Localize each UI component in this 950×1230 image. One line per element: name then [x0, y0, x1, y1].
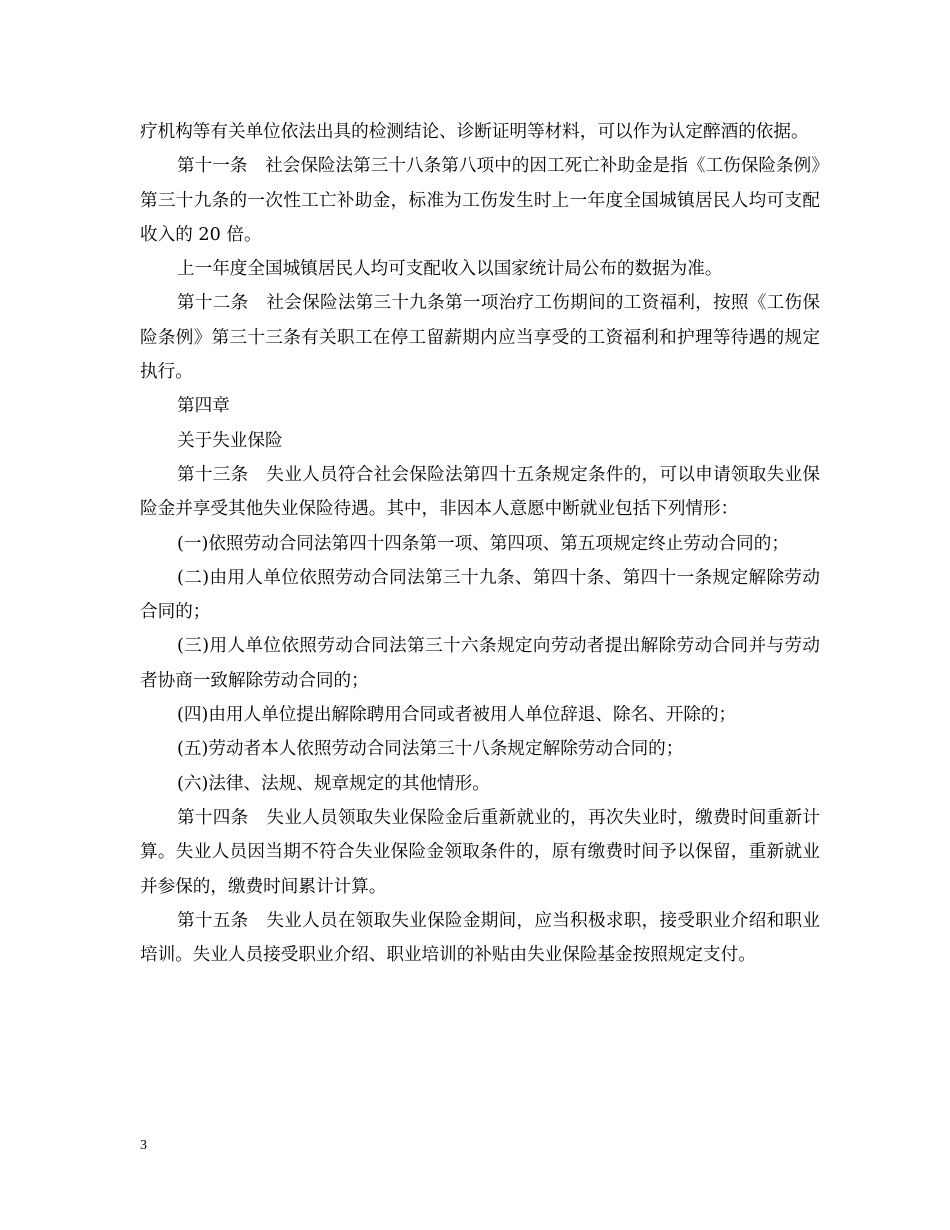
list-item: (一)依照劳动合同法第四十四条第一项、第四项、第五项规定终止劳动合同的； [177, 533, 789, 554]
chapter-heading: 第四章 [177, 396, 230, 417]
page-number: 3 [140, 1138, 147, 1153]
paragraph-article-12: 第十二条 社会保险法第三十九条第一项治疗工伤期间的工资福利，按照《工伤保险条例》第三十三条有关职工在停工留薪期内应当享受的工资福利和护理等待遇的规定执行。 [140, 293, 820, 383]
list-item: (三)用人单位依照劳动合同法第三十六条规定向劳动者提出解除劳动合同并与劳动者协商一致解除劳动合同的； [140, 636, 820, 691]
list-item: (二)由用人单位依照劳动合同法第三十九条、第四十条、第四十一条规定解除劳动合同的； [140, 567, 820, 623]
chapter-title: 关于失业保险 [177, 430, 283, 451]
paragraph-article-15: 第十五条 失业人员在领取失业保险金期间，应当积极求职，接受职业介绍和职业培训。失业人员接受职业介绍、职业培训的补贴由失业保险基金按照规定支付。 [140, 910, 820, 966]
list-item: (六)法律、法规、规章规定的其他情形。 [177, 773, 490, 794]
list-item: (五)劳动者本人依照劳动合同法第三十八条规定解除劳动合同的； [177, 739, 684, 760]
list-item: (四)由用人单位提出解除聘用合同或者被用人单位辞退、除名、开除的； [177, 705, 737, 726]
paragraph-income-note: 上一年度全国城镇居民人均可支配收入以国家统计局公布的数据为准。 [177, 259, 723, 280]
paragraph-article-14: 第十四条 失业人员领取失业保险金后重新就业的，再次失业时，缴费时间重新计算。失业人员因当期不符合失业保险金领取条件的，原有缴费时间予以保留，重新就业并参保的，缴费时间累计计算。 [140, 807, 820, 897]
paragraph-article-11: 第十一条 社会保险法第三十八条第八项中的因工死亡补助金是指《工伤保险条例》第三十九条的一次性工亡补助金，标准为工伤发生时上一年度全国城镇居民人均可支配收入的 20 倍。 [140, 156, 820, 245]
paragraph-article-13: 第十三条 失业人员符合社会保险法第四十五条规定条件的，可以申请领取失业保险金并享受其他失业保险待遇。其中，非因本人意愿中断就业包括下列情形： [140, 464, 820, 520]
document-body [140, 115, 820, 972]
paragraph-continuation: 疗机构等有关单位依法出具的检测结论、诊断证明等材料，可以作为认定醉酒的依据。 [140, 122, 809, 142]
